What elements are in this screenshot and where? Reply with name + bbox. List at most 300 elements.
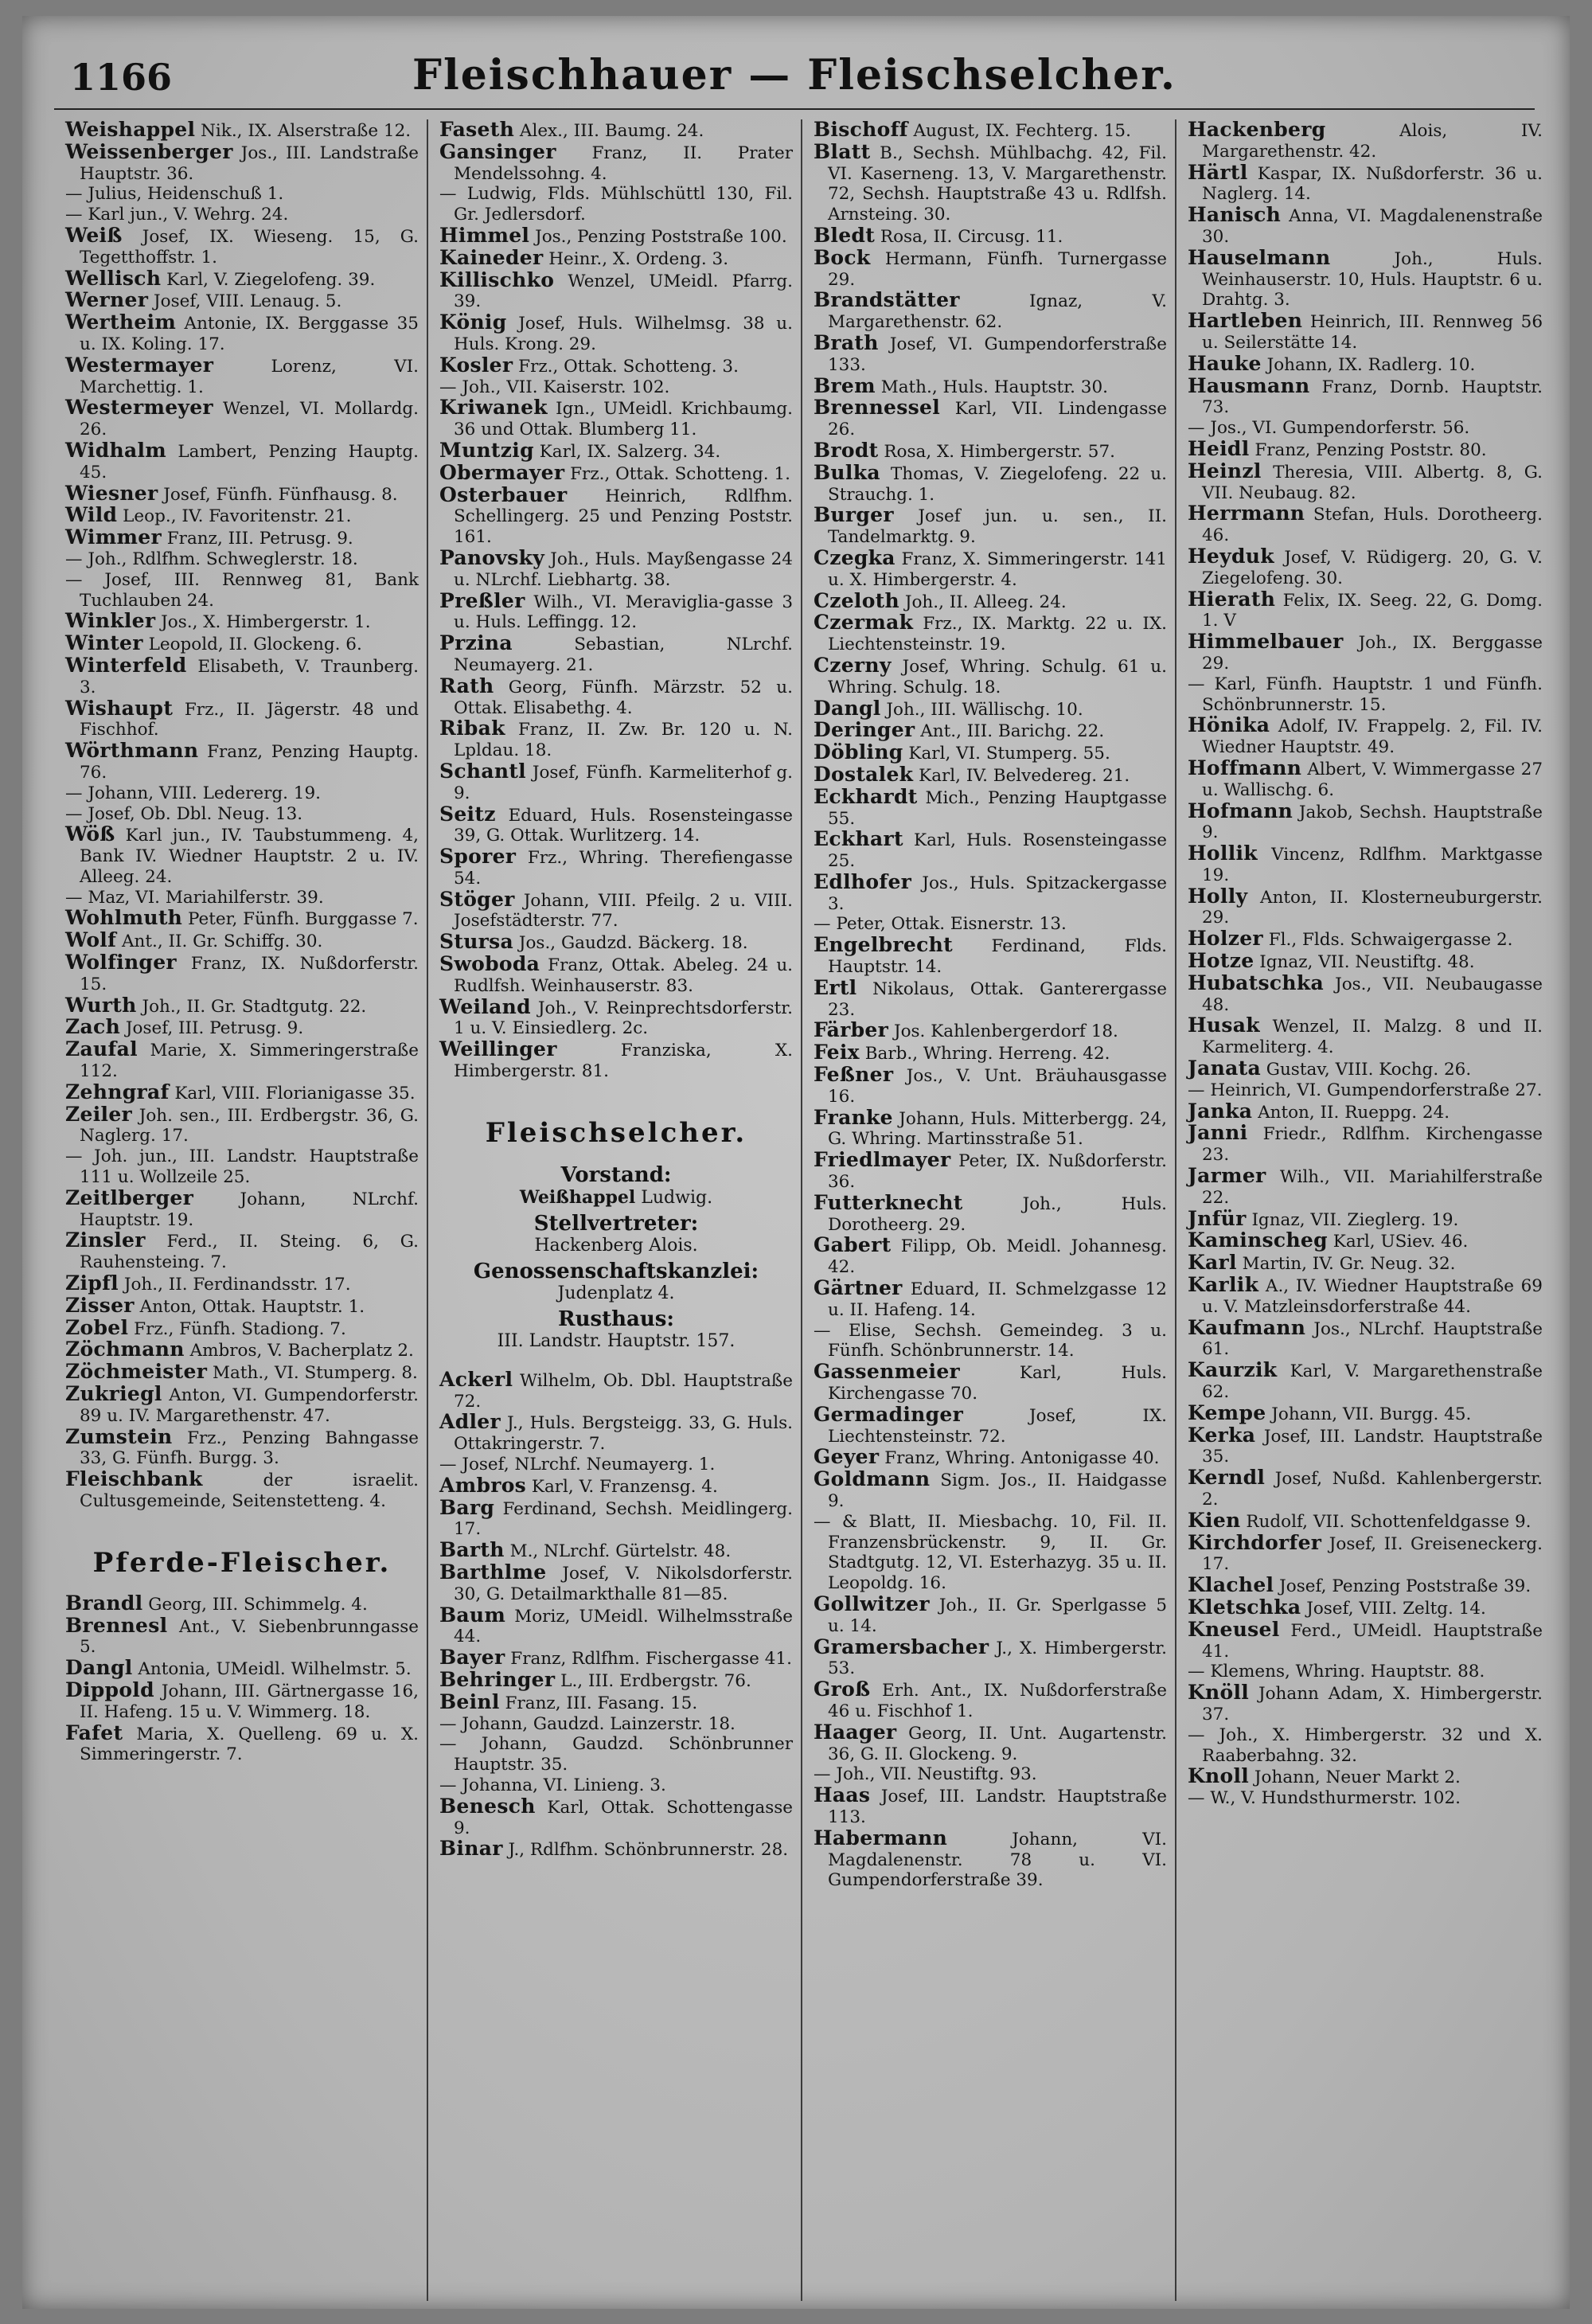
- entry-name: Haager: [814, 1720, 897, 1744]
- entry-name: Franke: [814, 1105, 893, 1129]
- directory-entry: [1188, 1166, 1543, 1209]
- entry-address: Wenzel, VI. Mollardg. 26.: [80, 399, 419, 440]
- directory-entry: [814, 1404, 1167, 1447]
- directory-entry: [814, 1064, 1167, 1107]
- directory-entry: [65, 1469, 419, 1512]
- entry-address: Wenzel, II. Malzg. 8 und II. Karmeliterg. 4.: [1202, 1017, 1543, 1058]
- entry-name: Zaufal: [65, 1037, 138, 1061]
- entry-name: Winkler: [65, 609, 156, 633]
- entry-address: Jos., V. Unt. Bräuhausgasse 16.: [828, 1066, 1167, 1107]
- entry-address: Jos. Kahlenbergerdorf 18.: [888, 1021, 1118, 1042]
- directory-entry: [439, 932, 793, 954]
- entry-address: Moriz, UMeidl. Wilhelmsstraße 44.: [454, 1606, 793, 1647]
- entry-name: Obermayer: [439, 460, 565, 484]
- entry-name: Hartleben: [1188, 309, 1303, 333]
- entry-address: Georg, II. Unt. Augartenstr. 36, G. II. Glockeng. 9.: [828, 1723, 1167, 1764]
- directory-entry: [814, 1722, 1167, 1765]
- entry-name: Bulka: [814, 460, 880, 484]
- directory-entry: [65, 1658, 419, 1680]
- directory-entry: [814, 1150, 1167, 1193]
- directory-entry: [1188, 373, 1543, 419]
- entry-name: Kerka: [1188, 1423, 1256, 1447]
- entry-address: Math., VI. Stumperg. 8.: [207, 1363, 418, 1384]
- directory-entry: [65, 1082, 419, 1104]
- directory-entry: [814, 588, 1167, 613]
- entry-name: Hierath: [1188, 587, 1276, 611]
- directory-entry: [1188, 418, 1543, 439]
- entry-name: König: [439, 311, 507, 334]
- directory-entry: [814, 784, 1167, 830]
- entry-address: J., Rdlfhm. Schönbrunnerstr. 28.: [502, 1840, 789, 1861]
- entry-address: Josef, Fünfh. Karmeliterhof g. 9.: [454, 762, 793, 803]
- directory-entry: [814, 742, 1167, 764]
- entry-address: Karl, USiev. 46.: [1327, 1232, 1469, 1252]
- entry-name: Hauke: [1188, 351, 1262, 375]
- entry-name: Wiesner: [65, 481, 158, 505]
- directory-entry: [439, 1412, 793, 1455]
- entry-name: Czerny: [814, 653, 892, 677]
- entry-address: Josef, VIII. Lenaug. 5.: [148, 291, 342, 312]
- entry-list: [65, 119, 419, 1512]
- directory-entry: [65, 740, 419, 783]
- entry-name: Groß: [814, 1678, 871, 1701]
- entry-address: Johann, NLrchf. Hauptstr. 19.: [80, 1189, 419, 1230]
- entry-address: Ant., V. Siebenbrunngasse 5.: [80, 1616, 419, 1658]
- directory-entry: [439, 1475, 793, 1498]
- entry-name: Brennesl: [65, 1613, 168, 1637]
- haus-value: III. Landstr. Hauptstr. 157.: [497, 1330, 736, 1351]
- entry-name: Weiß: [65, 223, 123, 247]
- entry-name: Wishaupt: [65, 696, 174, 720]
- entry-address: Thomas, V. Ziegelofeng. 22 u. Strauchg. 1.: [828, 463, 1167, 505]
- entry-address: Jos., NLrchf. Hauptstraße 61.: [1202, 1318, 1543, 1360]
- entry-address: Franziska, X. Himbergerstr. 81.: [454, 1041, 793, 1082]
- entry-name: Ackerl: [439, 1367, 513, 1391]
- directory-entry: [439, 377, 793, 398]
- entry-address: Lambert, Penzing Hauptg. 45.: [80, 441, 419, 482]
- entry-address: Frz., Penzing Bahngasse 33, G. Fünfh. Burgg. 3.: [80, 1428, 419, 1469]
- directory-entry: [65, 930, 419, 952]
- columns: [54, 119, 1551, 2301]
- entry-name: Seitz: [439, 802, 496, 826]
- entry-name: Osterbauer: [439, 482, 568, 506]
- entry-list-2: [439, 1369, 793, 1861]
- entry-name: Barth: [439, 1538, 505, 1562]
- entry-address: A., IV. Wiedner Hauptstraße 69 u. V. Matzleinsdorferstraße 44.: [1202, 1276, 1543, 1317]
- entry-name: Wild: [65, 503, 118, 527]
- entry-address: Albert, V. Wimmergasse 27 u. Wallischg. 6.: [1202, 759, 1543, 800]
- directory-entry: [1188, 843, 1543, 886]
- entry-address: Franz, III. Fasang. 15.: [499, 1693, 698, 1713]
- directory-entry: [65, 1723, 419, 1766]
- directory-entry: [65, 995, 419, 1017]
- directory-entry: [1188, 589, 1543, 632]
- entry-address: Josef, Huls. Wilhelmsg. 38 u. Huls. Krong. 29.: [454, 314, 793, 354]
- entry-address: Franz, II. Zw. Br. 120 u. N. Lpldau. 18.: [454, 720, 793, 761]
- entry-address: Hermann, Fünfh. Turnergasse 29.: [828, 248, 1167, 290]
- directory-entry: [1188, 631, 1543, 674]
- entry-address: — Joh., VII. Neustiftg. 93.: [814, 1764, 1037, 1785]
- directory-entry: [814, 655, 1167, 698]
- page-heading: Fleischhauer — Fleischselcher.: [412, 51, 1176, 100]
- directory-entry: [1188, 1015, 1543, 1058]
- entry-name: Wohlmuth: [65, 906, 183, 930]
- entry-name: Goldmann: [814, 1467, 931, 1491]
- entry-name: Killischko: [439, 268, 555, 291]
- directory-entry: [65, 1361, 419, 1384]
- directory-entry: [814, 245, 1167, 291]
- entry-list: [439, 119, 793, 1082]
- entry-name: Zeitlberger: [65, 1185, 194, 1209]
- entry-address: Ferdinand, Sechsh. Meidlingerg. 17.: [454, 1498, 793, 1540]
- entry-address: Ferdinand, Flds. Hauptstr. 14.: [828, 936, 1167, 978]
- entry-name: Hausmann: [1188, 373, 1310, 397]
- entry-address: — Joh., Rdlfhm. Schweglerstr. 18.: [65, 549, 358, 569]
- entry-name: Zumstein: [65, 1424, 173, 1448]
- entry-name: Ambros: [439, 1473, 527, 1497]
- directory-entry: [439, 1670, 793, 1692]
- directory-entry: [65, 119, 419, 142]
- entry-name: Adler: [439, 1410, 501, 1434]
- entry-name: Panovsky: [439, 545, 545, 569]
- entry-address: Josef, Fünfh. Fünfhausg. 8.: [158, 484, 398, 505]
- directory-entry: [439, 761, 793, 804]
- entry-name: Czeloth: [814, 588, 899, 612]
- directory-entry: [1188, 1575, 1543, 1597]
- directory-entry: [65, 1339, 419, 1361]
- entry-name: Fafet: [65, 1721, 123, 1744]
- directory-entry: [1188, 1619, 1543, 1662]
- directory-entry: [65, 1230, 419, 1273]
- directory-entry: [1188, 928, 1543, 951]
- entry-name: Kletschka: [1188, 1595, 1301, 1619]
- directory-entry: [1188, 1058, 1543, 1080]
- entry-address: Josef, III. Landstr. Hauptstraße 113.: [828, 1787, 1167, 1827]
- entry-address: Heinrich, Rdlfhm. Schellingerg. 25 und Penzing Poststr. 161.: [454, 486, 793, 548]
- entry-name: Wolf: [65, 928, 117, 952]
- entry-address: — Peter, Ottak. Eisnerstr. 13.: [814, 914, 1067, 935]
- directory-entry: [439, 1775, 793, 1796]
- entry-list: [1188, 119, 1543, 1809]
- entry-address: Martin, IV. Gr. Neug. 32.: [1236, 1254, 1456, 1275]
- entry-address: Joh., V. Reinprechtsdorferstr. 1 u. V. Einsiedlerg. 2c.: [454, 998, 793, 1039]
- entry-address: Karl, Ottak. Schottengasse 9.: [454, 1797, 793, 1838]
- entry-address: Wilh., VI. Meraviglia-gasse 3 u. Huls. Leffingg. 12.: [454, 592, 793, 633]
- entry-name: Heinzl: [1188, 459, 1262, 482]
- entry-address: Josef, III. Landstr. Hauptstraße 35.: [1202, 1426, 1543, 1467]
- directory-entry: [1188, 461, 1543, 504]
- entry-address: Wilh., VII. Mariahilferstraße 22.: [1202, 1167, 1543, 1208]
- entry-address: Josef, II. Greiseneckerg. 17.: [1202, 1533, 1543, 1575]
- entry-name: Friedlmayer: [814, 1148, 951, 1172]
- entry-name: Jarmer: [1188, 1164, 1266, 1188]
- entry-address: Josef, III. Petrusg. 9.: [120, 1018, 304, 1039]
- entry-name: Westermeyer: [65, 396, 213, 420]
- directory-entry: [439, 1838, 793, 1861]
- entry-address: Heinr., X. Ordeng. 3.: [543, 248, 729, 269]
- entry-address: Joh. sen., III. Erdbergstr. 36, G. Naglerg. 17.: [80, 1105, 419, 1146]
- entry-address: Theresia, VIII. Albertg. 8, G. VII. Neubaug. 82.: [1202, 462, 1543, 503]
- directory-entry: [65, 290, 419, 312]
- directory-entry: [814, 914, 1167, 935]
- directory-entry: [65, 908, 419, 930]
- entry-address: Ferd., II. Steing. 6, G. Rauhensteing. 7.: [80, 1232, 419, 1273]
- entry-name: Härtl: [1188, 160, 1248, 184]
- entry-address: Fl., Flds. Schwaigergasse 2.: [1262, 930, 1513, 951]
- directory-entry: [814, 1594, 1167, 1637]
- directory-entry: [1188, 245, 1543, 311]
- entry-address: Joh., II. Gr. Sperlgasse 5 u. 14.: [828, 1595, 1167, 1636]
- directory-entry: [1188, 758, 1543, 801]
- entry-name: Czegka: [814, 545, 896, 569]
- entry-address: Franz, Rdlfhm. Fischergasse 41.: [505, 1649, 792, 1670]
- entry-address: Karl, Huls. Rosensteingasse 25.: [828, 830, 1167, 872]
- entry-name: Heidl: [1188, 436, 1250, 460]
- entry-name: Hönika: [1188, 713, 1270, 737]
- directory-entry: [814, 698, 1167, 721]
- directory-entry: [1188, 1530, 1543, 1576]
- entry-name: Brennessel: [814, 396, 941, 420]
- entry-name: Janka: [1188, 1099, 1253, 1123]
- entry-name: Ribak: [439, 717, 505, 740]
- entry-address: Barb., Whring. Herreng. 42.: [859, 1044, 1110, 1064]
- vorstand-label: Vorstand:: [560, 1162, 672, 1187]
- entry-name: Feßner: [814, 1063, 894, 1087]
- entry-name: Jnfür: [1188, 1206, 1247, 1230]
- directory-entry: [65, 1680, 419, 1723]
- entry-name: Fleischbank: [65, 1467, 203, 1491]
- directory-entry: [439, 312, 793, 355]
- entry-address: Leop., IV. Favoritenstr. 21.: [117, 506, 352, 527]
- entry-name: Brem: [814, 373, 876, 397]
- entry-address: Anton, Ottak. Hauptstr. 1.: [134, 1296, 365, 1317]
- entry-address: Anton, VI. Gumpendorferstr. 89 u. IV. Margarethenstr. 47.: [80, 1385, 419, 1426]
- entry-address: Kaspar, IX. Nußdorferstr. 36 u. Naglerg. 14.: [1202, 163, 1543, 205]
- entry-address: — Joh., X. Himbergerstr. 32 und X. Raaberbahng. 32.: [1188, 1724, 1543, 1766]
- entry-address: — Joh. jun., III. Landstr. Hauptstraße 111 u. Wollzeile 25.: [65, 1146, 419, 1188]
- entry-name: Kaineder: [439, 245, 544, 269]
- entry-address: Leopold, II. Glockeng. 6.: [142, 635, 362, 655]
- column-3: [802, 119, 1176, 2301]
- entry-address: Adolf, IV. Frappelg. 2, Fil. IV. Wiedner Hauptstr. 49.: [1202, 717, 1543, 758]
- entry-address: M., NLrchf. Gürtelstr. 48.: [504, 1541, 732, 1562]
- entry-name: Benesch: [439, 1794, 536, 1818]
- entry-address: Heinrich, III. Rennweg 56 u. Seilerstätte 14.: [1202, 312, 1543, 353]
- directory-entry: [1188, 1467, 1543, 1510]
- entry-address: — Josef, NLrchf. Neumayerg. 1.: [439, 1455, 716, 1475]
- directory-entry: [1188, 1725, 1543, 1767]
- entry-name: Himmel: [439, 223, 530, 247]
- entry-address: Anton, II. Klosterneuburgerstr. 29.: [1202, 887, 1543, 928]
- entry-address: Felix, IX. Seeg. 22, G. Domg. 1. V: [1202, 590, 1543, 631]
- entry-name: Hoffmann: [1188, 756, 1302, 779]
- entry-address: — Joh., VII. Kaiserstr. 102.: [439, 377, 670, 397]
- entry-address: Eduard, II. Schmelzgasse 12 u. II. Hafeng. 14.: [828, 1279, 1167, 1320]
- entry-name: Zobel: [65, 1315, 129, 1339]
- entry-address: Jos., VII. Neubaugasse 48.: [1202, 974, 1543, 1015]
- directory-entry: [439, 633, 793, 676]
- directory-entry: [65, 570, 419, 611]
- directory-entry: [814, 1637, 1167, 1680]
- entry-address: Franz, X. Simmeringerstr. 141 u. X. Himbergerstr. 4.: [828, 549, 1167, 590]
- entry-address: Johann, IX. Radlerg. 10.: [1261, 354, 1476, 375]
- directory-entry: [439, 718, 793, 761]
- directory-entry: [65, 611, 419, 633]
- directory-entry: [65, 527, 419, 549]
- entry-name: Hauselmann: [1188, 245, 1331, 269]
- entry-name: Weillinger: [439, 1037, 557, 1061]
- vorstand-line: [439, 1187, 793, 1209]
- entry-name: Eckhardt: [814, 784, 918, 808]
- entry-address: Karl jun., IV. Taubstummeng. 4, Bank IV. Wiedner Hauptstr. 2 u. IV. Alleeg. 24.: [80, 826, 419, 887]
- entry-name: Janata: [1188, 1057, 1261, 1080]
- directory-entry: [814, 440, 1167, 463]
- entry-name: Kaurzik: [1188, 1358, 1278, 1382]
- entry-name: Brandstätter: [814, 288, 960, 312]
- entry-address: Joh., IX. Berggasse 29.: [1202, 633, 1543, 674]
- directory-entry: [1188, 1425, 1543, 1468]
- entry-address: Mich., Penzing Hauptgasse 55.: [828, 787, 1167, 829]
- directory-entry: [439, 1647, 793, 1670]
- directory-entry: [814, 397, 1167, 440]
- directory-entry: [65, 698, 419, 741]
- entry-address: — W., V. Hundsthurmerstr. 102.: [1188, 1788, 1461, 1809]
- entry-address: Franz, Ottak. Abeleg. 24 u. Rudlfsh. Weinhauserstr. 83.: [454, 955, 793, 996]
- entry-address: Sebastian, NLrchf. Neumayerg. 21.: [454, 635, 793, 675]
- directory-entry: [1188, 311, 1543, 353]
- directory-entry: [439, 139, 793, 185]
- entry-address: — Johanna, VI. Linieng. 3.: [439, 1775, 666, 1795]
- entry-address: Franz, II. Prater Mendelssohng. 4.: [454, 143, 793, 184]
- directory-entry: [65, 1593, 419, 1615]
- entry-address: Alois, IV. Margarethenstr. 42.: [1202, 121, 1543, 162]
- directory-entry: [814, 720, 1167, 742]
- directory-entry: [65, 633, 419, 655]
- directory-entry: [439, 1369, 793, 1412]
- directory-entry: [65, 1315, 419, 1340]
- entry-address: — Jos., VI. Gumpendorferstr. 56.: [1188, 418, 1470, 439]
- directory-entry: [814, 1469, 1167, 1512]
- directory-entry: [439, 588, 793, 634]
- entry-address: Frz., Whring. Therefiengasse 54.: [454, 848, 793, 889]
- entry-name: Habermann: [814, 1826, 948, 1849]
- entry-address: Stefan, Huls. Dorotheerg. 46.: [1202, 505, 1543, 546]
- entry-name: Janni: [1188, 1121, 1248, 1145]
- entry-name: Bock: [814, 245, 871, 269]
- entry-address: Friedr., Rdlfhm. Kirchengasse 23.: [1202, 1124, 1543, 1166]
- entry-address: Josef, IX. Wieseng. 15, G. Tegetthoffstr. 1.: [80, 226, 419, 268]
- entry-name: Brandl: [65, 1591, 143, 1615]
- kanzlei-value: Judenplatz 4.: [557, 1283, 675, 1303]
- entry-name: Dangl: [65, 1656, 133, 1680]
- entry-name: Husak: [1188, 1014, 1260, 1037]
- stellvertreter-value: Hackenberg Alois.: [534, 1235, 698, 1256]
- entry-name: Kien: [1188, 1508, 1241, 1532]
- entry-address: — Maz, VI. Mariahilferstr. 39.: [65, 887, 324, 908]
- entry-name: Wimmer: [65, 525, 162, 549]
- directory-entry: [1188, 1662, 1543, 1682]
- entry-address: Ambros, V. Bacherplatz 2.: [184, 1341, 414, 1361]
- entry-address: Elisabeth, V. Traunberg. 3.: [80, 656, 419, 697]
- directory-entry: [65, 397, 419, 440]
- directory-entry: [814, 373, 1167, 398]
- directory-entry: [65, 205, 419, 225]
- entry-name: Kerndl: [1188, 1466, 1266, 1490]
- kanzlei-label: Genossenschaftskanzlei:: [473, 1259, 759, 1283]
- entry-name: Hollik: [1188, 842, 1258, 865]
- entry-address: Karl, VII. Lindengasse 26.: [828, 399, 1167, 440]
- directory-entry: [1188, 1275, 1543, 1318]
- directory-entry: [439, 482, 793, 548]
- directory-entry: [1188, 1252, 1543, 1275]
- entry-name: Herrmann: [1188, 502, 1305, 525]
- directory-entry: [439, 1714, 793, 1735]
- directory-entry: [1188, 162, 1543, 205]
- directory-entry: [1188, 205, 1543, 248]
- directory-entry: [1188, 886, 1543, 929]
- entry-address: Josef, V. Nikolsdorferstr. 30, G. Detailmarkthalle 81—85.: [454, 1564, 793, 1604]
- entry-address: Joh., Huls. Dorotheerg. 29.: [828, 1193, 1167, 1235]
- directory-entry: [1188, 951, 1543, 973]
- entry-name: Barthlme: [439, 1560, 547, 1584]
- entry-address: Filipp, Ob. Meidl. Johannesg. 42.: [828, 1236, 1167, 1278]
- entry-address: — Ludwig, Flds. Mühlschüttl 130, Fil. Gr. Jedlersdorf.: [439, 184, 793, 225]
- entry-name: Wellisch: [65, 266, 162, 290]
- entry-address: Franz, IX. Nußdorferstr. 15.: [80, 954, 419, 994]
- entry-list: [814, 119, 1167, 1891]
- entry-address: der israelit. Cultusgemeinde, Seitenstetteng. 4.: [80, 1471, 419, 1511]
- entry-address: Jos., Penzing Poststraße 100.: [529, 226, 787, 247]
- entry-address: — Heinrich, VI. Gumpendorferstraße 27.: [1188, 1080, 1543, 1100]
- directory-entry: [65, 952, 419, 995]
- entry-address: Antonie, IX. Berggasse 35 u. IX. Koling. 17.: [80, 314, 419, 354]
- directory-entry: [1188, 1400, 1543, 1425]
- directory-entry: [65, 505, 419, 527]
- directory-entry: [1188, 353, 1543, 376]
- entry-name: Beinl: [439, 1689, 500, 1713]
- entry-address: — Elise, Sechsh. Gemeindeg. 3 u. Fünfh. Schönbrunnerstr. 14.: [814, 1320, 1167, 1361]
- entry-address: — Josef, Ob. Dbl. Neug. 13.: [65, 803, 303, 824]
- directory-entry: [439, 846, 793, 889]
- directory-entry: [65, 1273, 419, 1295]
- directory-entry: [439, 225, 793, 248]
- entry-name: Blatt: [814, 139, 871, 163]
- directory-entry: [65, 268, 419, 291]
- entry-address: Ign., UMeidl. Krichbaumg. 36 und Ottak. Blumberg 11.: [454, 399, 793, 440]
- directory-entry: [439, 460, 793, 485]
- entry-address: Rudolf, VII. Schottenfeldgasse 9.: [1240, 1511, 1532, 1532]
- entry-name: Wöß: [65, 822, 115, 846]
- entry-address: — Julius, Heidenschuß 1.: [65, 184, 284, 205]
- entry-address: Antonia, UMeidl. Wilhelmstr. 5.: [132, 1659, 412, 1680]
- entry-address: Karl, V. Ziegelofeng. 39.: [161, 269, 376, 290]
- entry-address: Franz, Whring. Antonigasse 40.: [879, 1448, 1160, 1469]
- page-number: 1166: [70, 56, 173, 99]
- entry-address: Ignaz, V. Margarethenstr. 62.: [828, 291, 1167, 333]
- directory-entry: [814, 1042, 1167, 1064]
- directory-entry: [439, 676, 793, 719]
- entry-address: Vincenz, Rdlfhm. Marktgasse 19.: [1202, 845, 1543, 885]
- entry-address: Peter, IX. Nußdorferstr. 36.: [828, 1151, 1167, 1193]
- spacer: [439, 1352, 793, 1369]
- directory-entry: [1188, 1597, 1543, 1619]
- entry-name: Muntzig: [439, 438, 534, 462]
- entry-address: Marie, X. Simmeringerstraße 112.: [80, 1041, 419, 1082]
- entry-name: Knoll: [1188, 1764, 1250, 1788]
- directory-entry: [65, 184, 419, 205]
- entry-address: Frz., II. Jägerstr. 48 und Fischhof.: [80, 699, 419, 740]
- entry-name: Gärtner: [814, 1276, 903, 1300]
